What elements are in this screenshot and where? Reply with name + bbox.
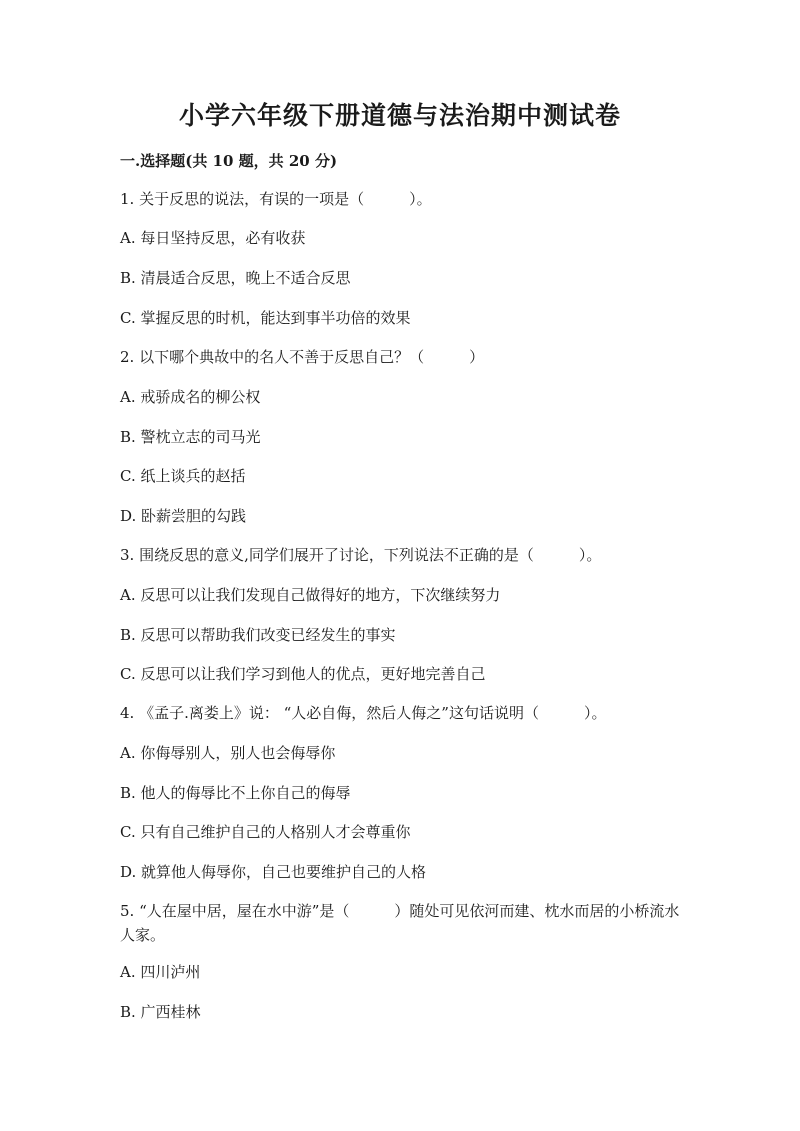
option-b: B. 反思可以帮助我们改变已经发生的事实: [120, 626, 396, 644]
option-b: B. 他人的侮辱比不上你自己的侮辱: [120, 784, 351, 802]
question-stem: 1. 关于反思的说法，有误的一项是（ ）。: [120, 190, 432, 208]
option-a: A. 四川泸州: [120, 963, 201, 981]
option-d: D. 就算他人侮辱你，自己也要维护自己的人格: [120, 863, 427, 881]
section-heading: 一.选择题(共 10 题，共 20 分): [120, 152, 338, 170]
question-stem: 5. “人在屋中居，屋在水中游”是（ ）随处可见依河而建、枕水而居的小桥流水人家。: [120, 902, 680, 944]
option-a: A. 戒骄成名的柳公权: [120, 388, 261, 406]
question-stem: 2. 以下哪个典故中的名人不善于反思自己？（ ）: [120, 348, 485, 366]
option-a: A. 你侮辱别人，别人也会侮辱你: [120, 744, 336, 762]
page-title: 小学六年级下册道德与法治期中测试卷: [178, 101, 621, 130]
option-c: C. 只有自己维护自己的人格别人才会尊重你: [120, 823, 411, 841]
option-c: C. 纸上谈兵的赵括: [120, 467, 246, 485]
question-stem: 3. 围绕反思的意义,同学们展开了讨论，下列说法不正确的是（ ）。: [120, 546, 602, 564]
option-d: D. 卧薪尝胆的勾践: [120, 507, 247, 525]
question-stem: 4. 《孟子.离娄上》说： “人必自侮，然后人侮之”这句话说明（ ）。: [120, 704, 607, 722]
option-b: B. 清晨适合反思，晚上不适合反思: [120, 269, 351, 287]
option-c: C. 掌握反思的时机，能达到事半功倍的效果: [120, 309, 411, 327]
option-b: B. 广西桂林: [120, 1003, 201, 1021]
option-b: B. 警枕立志的司马光: [120, 428, 261, 446]
option-a: A. 反思可以让我们发现自己做得好的地方，下次继续努力: [120, 586, 501, 604]
option-c: C. 反思可以让我们学习到他人的优点，更好地完善自己: [120, 665, 486, 683]
option-a: A. 每日坚持反思，必有收获: [120, 229, 306, 247]
